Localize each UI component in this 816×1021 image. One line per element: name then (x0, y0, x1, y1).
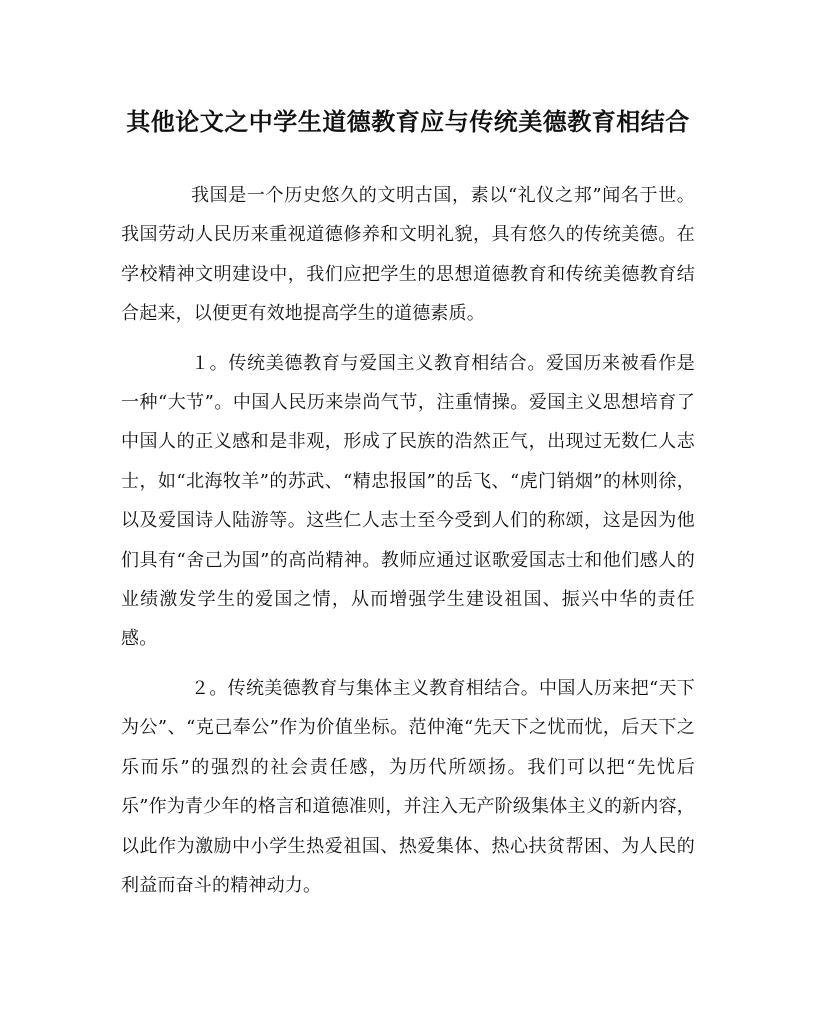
document-body (121, 176, 695, 905)
paragraph-intro: 我国是一个历史悠久的文明古国，素以“礼仪之邦”闻名于世。我国劳动人民历来重视道德修养和文明礼貌，具有悠久的传统美德。在学校精神文明建设中，我们应把学生的思想道德教育和传统美德教育结合起来，以便更有效地提高学生的道德素质。 (121, 185, 695, 325)
document-title: 其他论文之中学生道德教育应与传统美德教育相结合 (126, 107, 690, 136)
paragraph-patriotism: １。传统美德教育与爱国主义教育相结合。爱国历来被看作是一种“大节”。中国人民历来崇尚气节，注重情操。爱国主义思想培育了中国人的正义感和是非观，形成了民族的浩然正气，出现过无数仁人志士，如“北海牧羊”的苏武、“精忠报国”的岳飞、“虎门销烟”的林则徐，以及爱国诗人陆游等。这些仁人志士至今受到人们的称颂，这是因为他们具有“舍己为国”的高尚精神。教师应通过讴歌爱国志士和他们感人的业绩激发学生的爱国之情，从而增强学生建设祖国、振兴中华的责任感。 (121, 352, 695, 650)
paragraph-collectivism: ２。传统美德教育与集体主义教育相结合。中国人历来把“天下为公”、“克己奉公”作为价值坐标。范仲淹“先天下之忧而忧，后天下之乐而乐”的强烈的社会责任感，为历代所颂扬。我们可以把“先忧后乐”作为青少年的格言和道德准则，并注入无产阶级集体主义的新内容，以此作为激励中小学生热爱祖国、热爱集体、热心扶贫帮困、为人民的利益而奋斗的精神动力。 (121, 677, 695, 896)
